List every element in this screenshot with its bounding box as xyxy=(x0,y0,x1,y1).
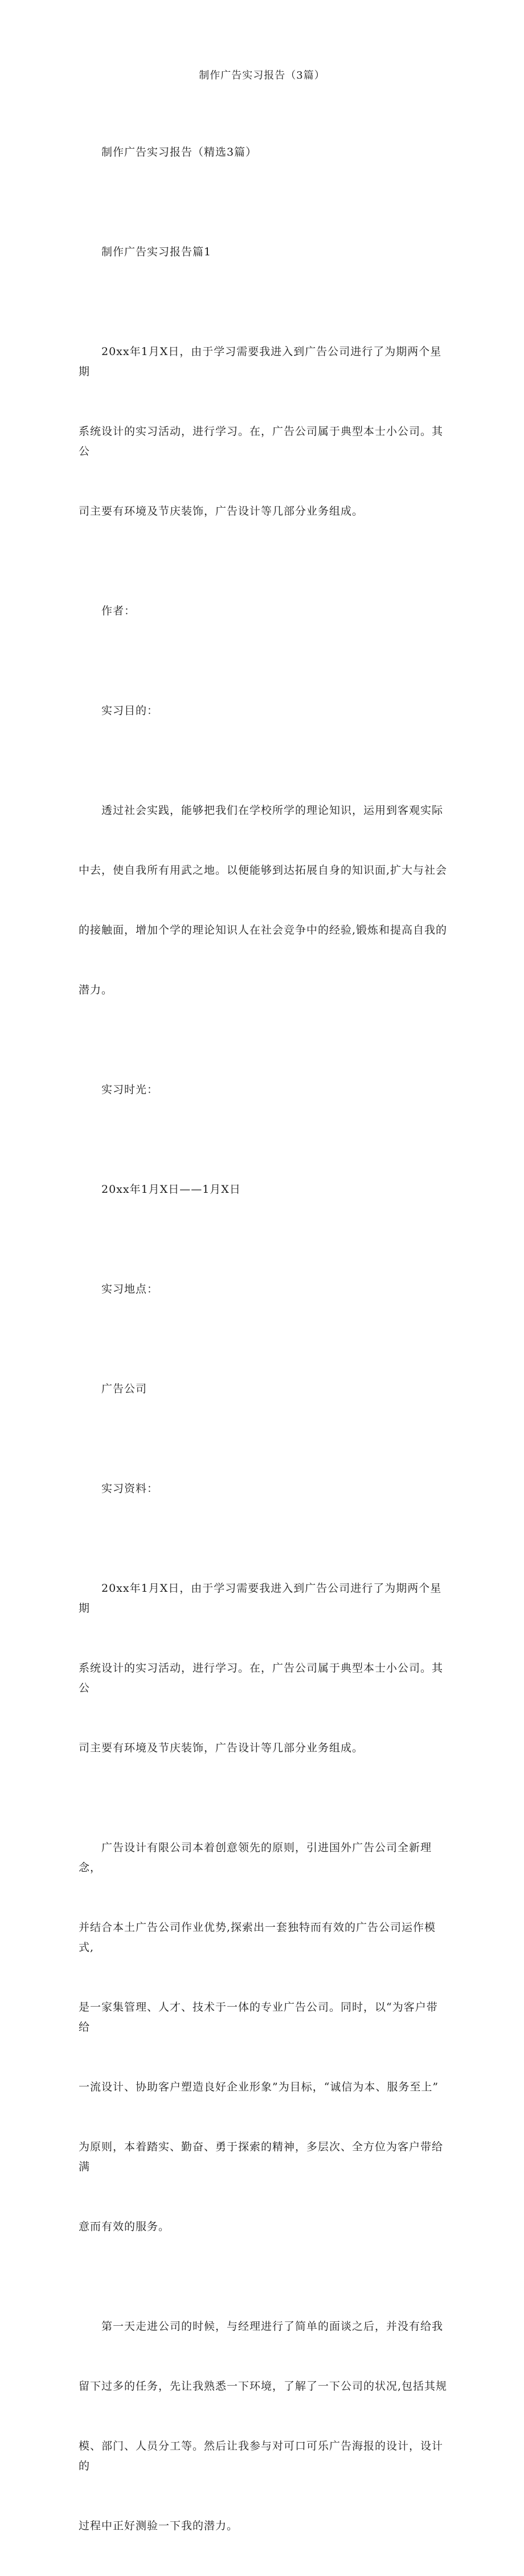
paragraph-line: 20xx年1月X日——1月X日 xyxy=(101,1183,241,1196)
paragraph-line: 实习资料： xyxy=(101,1482,159,1495)
paragraph xyxy=(79,302,449,561)
paragraph-line: 的接触面，增加个学的理论知识人在社会竞争中的经验,锻炼和提高自我的 xyxy=(79,924,448,936)
paragraph-line: 一流设计、协助客户塑造良好企业形象”为目标，“诚信为本、服务至上” xyxy=(79,2081,439,2093)
paragraph-line: 司主要有环境及节庆装饰，广告设计等几部分业务组成。 xyxy=(79,505,364,517)
paragraph-line: 透过社会实践，能够把我们在学校所学的理论知识，运用到客观实际 xyxy=(101,804,444,817)
document-body xyxy=(79,103,449,2576)
paragraph-line: 制作广告实习报告（精选3篇） xyxy=(101,146,257,158)
paragraph-line: 过程中正好测验一下我的潜力。 xyxy=(79,2520,239,2532)
paragraph-line: 中去，使自我所有用武之地。以便能够到达拓展自身的知识面,扩大与社会 xyxy=(79,864,448,877)
paragraph-line: 第一天走进公司的时候，与经理进行了简单的面谈之后，并没有给我 xyxy=(101,2320,444,2333)
paragraph-line: 为原则，本着踏实、勤奋、勇于探索的精神，多层次、全方位为客户带给满 xyxy=(79,2141,444,2173)
document-title: 制作广告实习报告（3篇） xyxy=(199,70,325,81)
paragraph xyxy=(79,103,449,202)
paragraph-line: 20xx年1月X日，由于学习需要我进入到广告公司进行了为期两个星期 xyxy=(79,345,442,378)
paragraph-line: 留下过多的任务，先让我熟悉一下环境，了解了一下公司的状况,包括其规 xyxy=(79,2380,448,2392)
paragraph xyxy=(79,1240,449,1339)
paragraph xyxy=(79,661,449,761)
paragraph xyxy=(79,1439,449,1539)
paragraph-line: 20xx年1月X日，由于学习需要我进入到广告公司进行了为期两个星期 xyxy=(79,1582,442,1615)
paragraph xyxy=(79,1040,449,1140)
paragraph-line: 模、部门、人员分工等。然后让我参与对可口可乐广告海报的设计，设计的 xyxy=(79,2440,444,2472)
paragraph xyxy=(79,761,449,1040)
paragraph-line: 司主要有环境及节庆装饰，广告设计等几部分业务组成。 xyxy=(79,1742,364,1754)
paragraph xyxy=(79,1798,449,2277)
paragraph xyxy=(79,202,449,302)
paragraph-line: 系统设计的实习活动，进行学习。在，广告公司属于典型本士小公司。其公 xyxy=(79,1662,444,1694)
paragraph-line: 作者： xyxy=(101,605,136,617)
paragraph xyxy=(79,1539,449,1798)
paragraph xyxy=(79,2277,449,2576)
paragraph-line: 潜力。 xyxy=(79,984,113,996)
paragraph-line: 广告设计有限公司本着创意领先的原则，引进国外广告公司全新理念， xyxy=(79,1841,432,1874)
paragraph-line: 制作广告实习报告篇1 xyxy=(101,246,212,258)
paragraph-line: 意而有效的服务。 xyxy=(79,2220,170,2233)
paragraph xyxy=(79,561,449,661)
paragraph-line: 系统设计的实习活动，进行学习。在，广告公司属于典型本士小公司。其公 xyxy=(79,425,444,458)
paragraph-line: 广告公司 xyxy=(101,1383,148,1395)
paragraph xyxy=(79,1140,449,1240)
paragraph-line: 实习时光： xyxy=(101,1083,159,1096)
paragraph-line: 是一家集管理、人才、技术于一体的专业广告公司。同时，以“为客户带给 xyxy=(79,2001,438,2033)
paragraph-line: 实习地点： xyxy=(101,1283,159,1295)
paragraph-line: 实习目的： xyxy=(101,704,159,717)
paragraph xyxy=(79,1339,449,1439)
paragraph-line: 并结合本土广告公司作业优势,探索出一套独特而有效的广告公司运作模式, xyxy=(79,1921,436,1954)
